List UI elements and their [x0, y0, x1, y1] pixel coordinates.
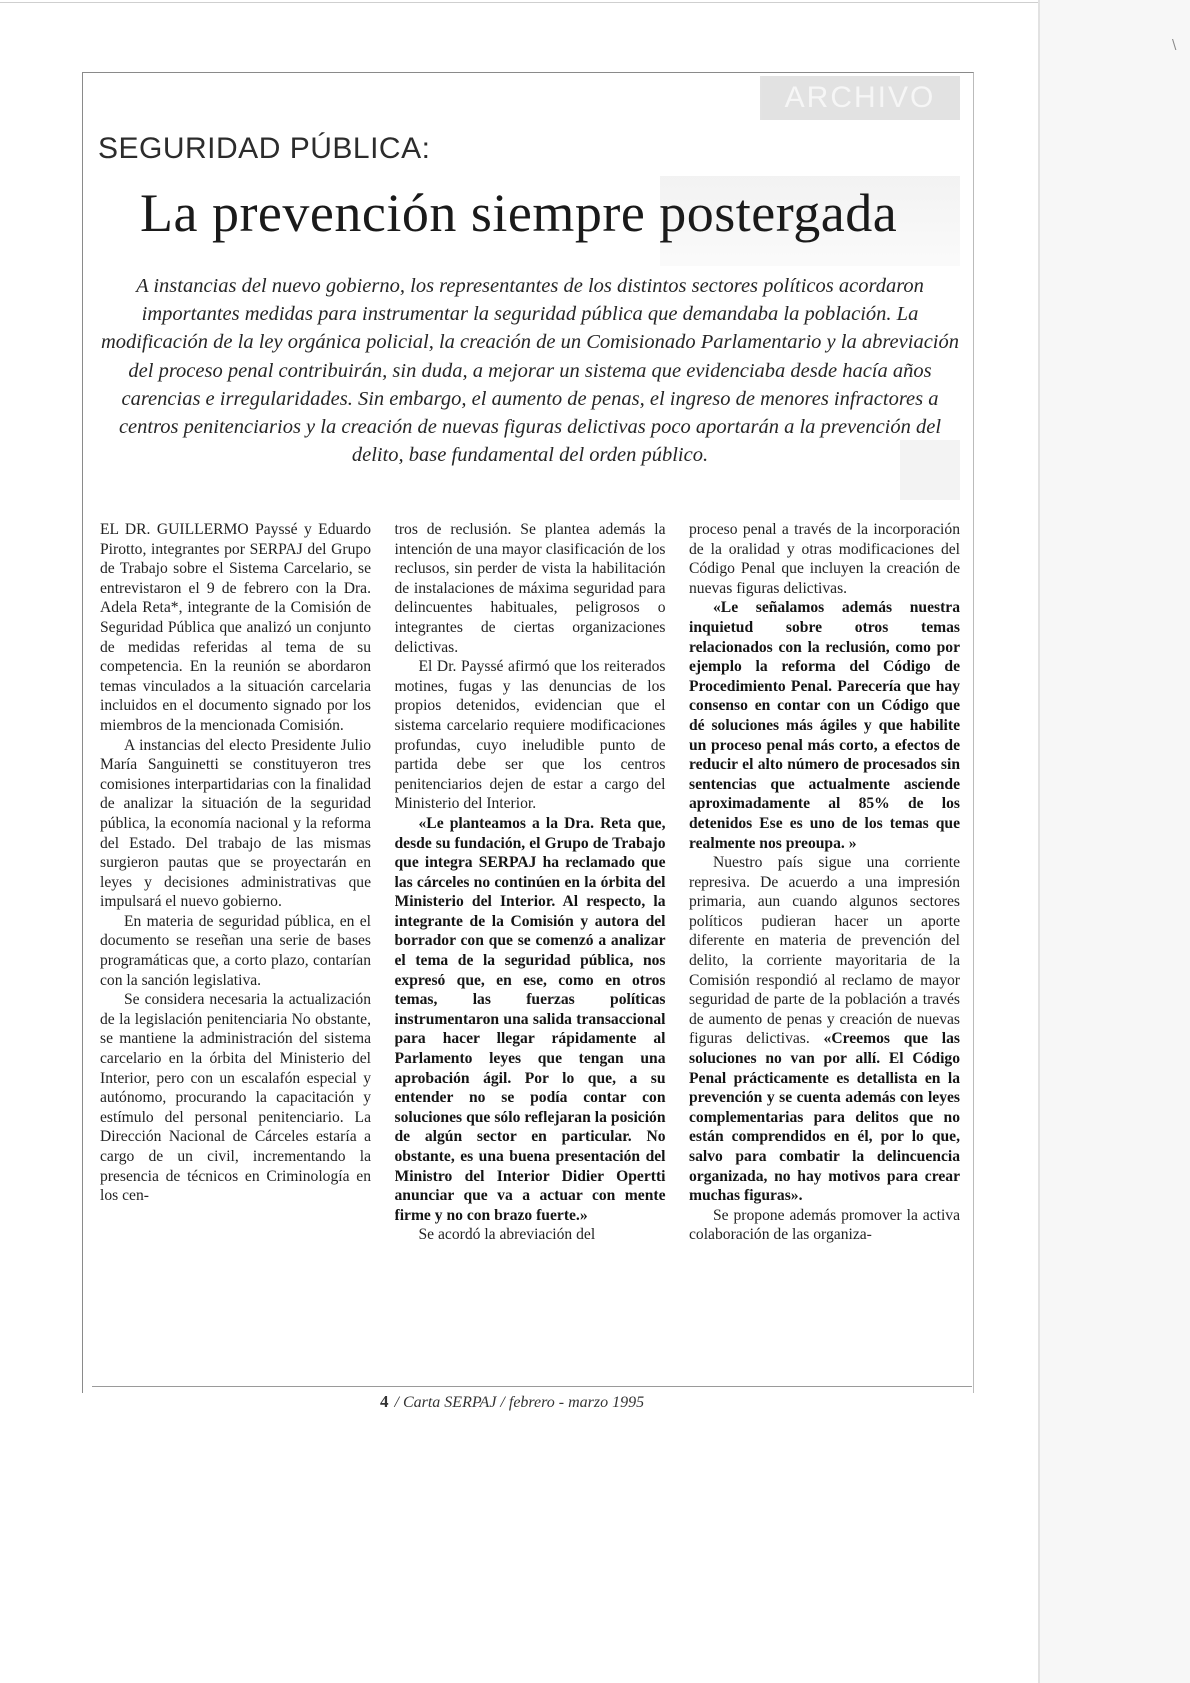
paragraph: EL DR. GUILLERMO Payssé y Eduardo Pirotto, integrantes por SERPAJ del Grupo de Trabajo sobre el Sistema Carcelario, se entrevistaron el 9 de febrero con la Dra. Adela Reta*, integrante de la Comisión de Seguridad Pública que analizó un conjunto de medidas referidas al tema de su competencia. En la reunión se abordaron temas vinculados a la situación carcelaria incluidos en el documento signado por los miembros de la mencionada Comisión.: [100, 521, 371, 734]
section-label: SEGURIDAD PÚBLICA:: [98, 132, 431, 165]
paragraph: [689, 853, 960, 1206]
quote-bold: «Creemos que las soluciones no van por allí. El Código Penal prácticamente es detallista en la prevención y se cuenta además con leyes complementarias para delitos que no están comprendidos en él, por lo que, salvo para combatir la delincuencia organizada, no hay motivos para crear muchas figuras».: [689, 1030, 960, 1205]
article-lead: A instancias del nuevo gobierno, los representantes de los distintos sectores políticos acordaron importantes medidas para instrumentar la seguridad pública que demandaba la población. La modificación de la ley orgánica policial, la creación de un Comisionado Parlamentario y la abreviación del proceso penal contribuirán, sin duda, a mejorar un sistema que evidenciaba desde hacía años carencias e irregularidades. Sin embargo, el aumento de penas, el ingreso de menores infractores a centros penitenciarios y la creación de nuevas figuras delictivas poco aportarán a la prevención del delito, base fundamental del orden público.: [100, 275, 959, 467]
page-footer: [380, 1392, 644, 1412]
publication-info: / Carta SERPAJ / febrero - marzo 1995: [394, 1394, 645, 1411]
article-column-3: [689, 520, 960, 1340]
bleed-through-header: ARCHIVO: [760, 76, 960, 120]
paragraph: proceso penal a través de la incorporación de la oralidad y otras modificaciones del Código Penal que incluyen la creación de nuevas figuras delictivas.: [689, 521, 960, 597]
paragraph: Se considera necesaria la actualización de la legislación penitenciaria No obstante, se mantiene la administración del sistema carcelario en la órbita del Ministerio del Interior, pero con un escalafón especial y autónomo, procurando la capacitación y estímulo del personal penitenciario. La Dirección Nacional de Cárceles estaría a cargo de un civil, incrementando la presencia de técnicos en Criminología en los cen-: [100, 991, 371, 1205]
paragraph: Se acordó la abreviación del: [418, 1226, 596, 1244]
paragraph: A instancias del electo Presidente Julio María Sanguinetti se constituyeron tres comisiones interpartidarias con la finalidad de analizar la situación de la seguridad pública, la economía nacional y la reforma del Estado. Del trabajo de las mismas surgieron pautas que se proyectarán en leyes y decisiones administrativas que impulsará el nuevo gobierno.: [100, 736, 371, 911]
footer-rule: [92, 1386, 972, 1387]
paragraph: tros de reclusión. Se plantea además la intención de una mayor clasificación de los reclusos, sin perder de vista la habilitación de instalaciones de máxima seguridad para delincuentes habituales, peligrosos o integrantes de ciertas organizaciones delictivas.: [394, 521, 666, 656]
scan-mark: \: [1172, 38, 1177, 53]
quote-bold: «Le planteamos a la Dra. Reta que, desde su fundación, el Grupo de Trabajo que integra SERPAJ ha reclamado que las cárceles no continúen en la órbita del Ministerio del Interior. Al respecto, la integrante de la Comisión y autora del borrador con que se comenzó a analizar el tema de la seguridad pública, nos expresó que, en ese, como en otros temas, las fuerzas políticas instrumentaron una salida transaccional para hacer llegar rápidamente al Parlamento leyes que tengan una aprobación ágil. Por lo que, a su entender no se podía contar con soluciones que sólo reflejaran la posición de algún sector en particular. No obstante, es una buena presentación del Ministro del Interior Didier Opertti anunciar que va a actuar con mente firme y no con brazo fuerte.»: [394, 814, 666, 1224]
paragraph: Se propone además promover la activa colaboración de las organiza-: [689, 1206, 960, 1244]
page-number: 4: [380, 1392, 389, 1411]
article-body: [100, 520, 960, 1340]
quote-bold: «Le señalamos además nuestra inquietud sobre otros temas relacionados con la reclusión, como por ejemplo la reforma del Código de Procedimiento Penal. Parecería que hay consenso en contar con un Código que dé soluciones más ágiles y que habilite un proceso penal más corto, a efectos de reducir el alto número de procesados sin sentencias que actualmente asciende aproximadamente al 85% de los detenidos Ese es uno de los temas que realmente nos preoupa. »: [689, 599, 960, 852]
article-column-2: [395, 520, 666, 1340]
scan-margin: [1040, 0, 1190, 1683]
article-headline: La prevención siempre postergada: [140, 183, 898, 243]
quote-paragraph: [689, 598, 960, 853]
paragraph: El Dr. Payssé afirmó que los reiterados motines, fugas y las denuncias de los propios detenidos, evidencian que el sistema carcelario requiere modificaciones profundas, cuyo ineludible punto de partida debe ser que los centros penitenciarios dejen de estar a cargo del Ministerio del Interior.: [394, 658, 666, 813]
article-column-1: [100, 520, 371, 1340]
quote-paragraph: [395, 814, 666, 1225]
scan-top-line: [0, 2, 1040, 3]
paragraph-text: Nuestro país sigue una corriente represiva. De acuerdo a una impresión primaria, aun cuando algunos sectores políticos pudieran hacer un aporte diferente en materia de prevención del delito, la corriente mayoritaria de la Comisión respondió al reclamo de mayor seguridad de parte de la población a través de aumento de penas y creación de nuevas figuras delictivas.: [689, 854, 960, 1048]
paragraph: En materia de seguridad pública, en el documento se reseñan una serie de bases programáticas que, a corto plazo, contarían con la sanción legislativa.: [100, 912, 371, 989]
